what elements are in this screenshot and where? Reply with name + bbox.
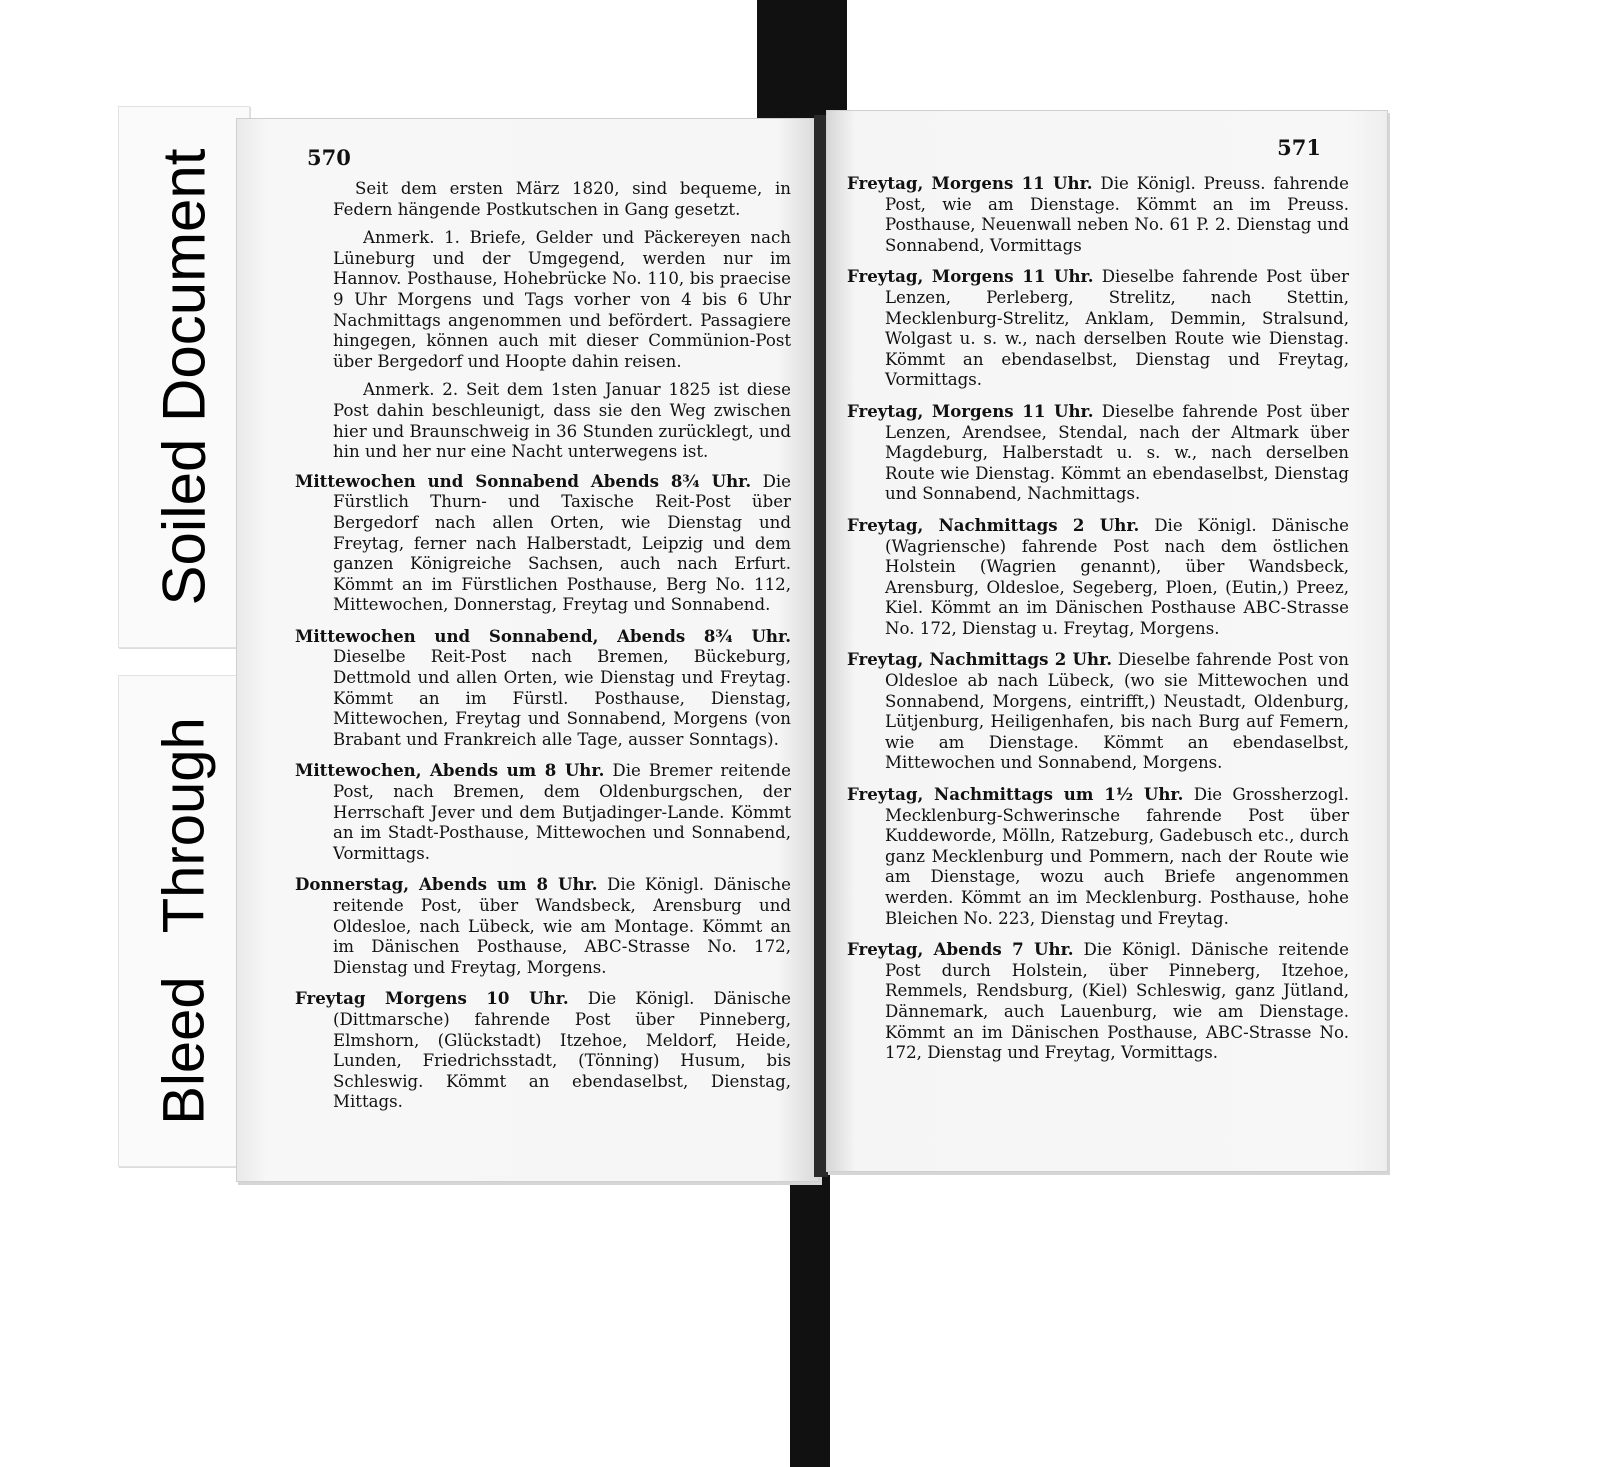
schedule-entry [847,649,1349,774]
entry-text: Die Königl. Dänische reitende Post durch Holstein, über Pinneberg, Itzehoe, Remmels, Rendsburg, (Kiel) Schleswig, ganz Jütland, Dännemark, auch Lauenburg, wie am Dienstage. Kömmt an im Dänischen Posthause, ABC-Strasse No. 172, Dienstag und Freytag, Vormittags. [885,940,1349,1063]
intro-paragraph: Seit dem ersten März 1820, sind bequeme, in Federn hängende Postkutschen in Gang gesetzt. [333,179,791,219]
entry-lead: Freytag, Nachmittags um 1½ Uhr. [847,784,1184,805]
entry-lead: Mittewochen und Sonnabend, Abends 8¾ Uhr. [295,625,791,646]
label-soiled-document: Soiled Document [150,148,218,606]
left-page [236,118,820,1182]
entry-text: Dieselbe fahrende Post über Lenzen, Arendsee, Stendal, nach der Altmark über Magdeburg, Halberstadt u. s. w., nach derselben Route wie Dienstag. Kömmt an ebendaselbst, Dienstag und Sonnabend, Nachmittags. [885,401,1349,504]
entry-lead: Mittewochen und Sonnabend Abends 8¾ Uhr. [295,470,752,491]
schedule-entry [847,266,1349,391]
page-number-left: 570 [307,145,351,170]
entry-lead: Freytag Morgens 10 Uhr. [295,988,569,1009]
page-number-right: 571 [1277,135,1321,160]
note-1: Anmerk. 1. Briefe, Gelder und Päckereyen nach Lüneburg und der Umgegend, werden nur im Hannov. Posthause, Hohebrücke No. 110, bis praecise 9 Uhr Morgens und Tags vorher von 4 bis 6 Uhr Nachmittags angenommen und befördert. Passagiere hingegen, können auch mit dieser Commünion-Post über Bergedorf und Hoopte dahin reisen. [333,228,791,371]
left-page-text [295,179,791,1123]
entry-text: Die Königl. Dänische (Dittmarsche) fahrende Post über Pinneberg, Elmshorn, (Glückstadt) Itzehoe, Meldorf, Heide, Lunden, Friedrichsstadt, (Tönning) Husum, bis Schleswig. Kömmt an ebendaselbst, Dienstag, Mittags. [333,989,792,1112]
schedule-entry [295,988,791,1113]
entry-text: Die Königl. Preuss. fahrende Post, wie am Dienstage. Kömmt an im Preuss. Posthause, Neuenwall neben No. 61 P. 2. Dienstag und Sonnabend, Vormittags [885,174,1349,255]
entry-lead: Freytag, Morgens 11 Uhr. [847,266,1094,287]
entry-text: Die Fürstlich Thurn- und Taxische Reit-Post über Bergedorf nach allen Orten, wie Dienstag und Freytag, ferner nach Halberstadt, Leipzig und dem ganzen Königreiche Sachsen, auch nach Erfurt. Kömmt an im Fürstlichen Posthause, Berg No. 112, Mittewochen, Donnerstag, Freytag und Sonnabend. [333,471,791,615]
label-card-bleed-through [118,675,250,1167]
entry-lead: Mittewochen, Abends um 8 Uhr. [295,760,605,781]
entry-text: Dieselbe fahrende Post über Lenzen, Perleberg, Strelitz, nach Stettin, Mecklenburg-Strelitz, Anklam, Demmin, Stralsund, Wolgast u. s. w., nach derselben Route wie Dienstag. Kömmt an ebendaselbst, Dienstag und Freytag, Vormittags. [885,267,1349,390]
schedule-entry [847,515,1349,640]
binding-strip-bottom [790,1170,830,1467]
entry-text: Die Bremer reitende Post, nach Bremen, dem Oldenburgschen, der Herrschaft Jever und dem Butjadinger-Lande. Kömmt an im Stadt-Posthause, Mittewochen und Sonnabend, Vormittags. [333,761,791,863]
schedule-entry [847,784,1349,929]
schedule-entry [847,939,1349,1064]
label-bleed-through: Bleed Through [151,717,217,1125]
right-page-text [847,173,1349,1074]
entry-text: Dieselbe Reit-Post nach Bremen, Bückeburg, Dettmold und allen Orten, wie Dienstag und Freytag. Kömmt an im Fürstl. Posthause, Dienstag, Mittewochen, Freytag und Sonnabend, Morgens (von Brabant und Frankreich alle Tage, ausser Sonntags). [333,647,791,749]
entry-lead: Freytag, Nachmittags 2 Uhr. [847,649,1113,670]
schedule-entry [295,760,791,864]
entry-lead: Freytag, Morgens 11 Uhr. [847,173,1093,193]
right-page [826,110,1388,1172]
schedule-entry [847,401,1349,505]
entry-lead: Donnerstag, Abends um 8 Uhr. [295,874,598,895]
entry-lead: Freytag, Nachmittags 2 Uhr. [847,514,1140,535]
entry-lead: Freytag, Abends 7 Uhr. [847,939,1074,960]
entry-text: Die Königl. Dänische reitende Post, über Wandsbeck, Arensburg und Oldesloe, nach Lübeck, wie am Montage. Kömmt an im Dänischen Posthause, ABC-Strasse No. 172, Dienstag und Freytag, Morgens. [333,875,791,977]
schedule-entry [295,874,791,978]
entry-text: Die Königl. Dänische (Wagriensche) fahrende Post nach dem östlichen Holstein (Wagrien genannt), über Wandsbeck, Arensburg, Oldesloe, Segeberg, Ploen, (Eutin,) Preez, Kiel. Kömmt an im Dänischen Posthause ABC-Strasse No. 172, Dienstag u. Freytag, Morgens. [885,515,1349,638]
note-2: Anmerk. 2. Seit dem 1sten Januar 1825 ist diese Post dahin beschleunigt, dass sie den Weg zwischen hier und Braunschweig in 36 Stunden zurücklegt, und hin und her nur eine Nacht unterwegens ist. [333,380,791,462]
label-card-soiled-document [118,106,250,648]
schedule-entry [295,471,791,616]
schedule-entry [847,173,1349,256]
entry-text: Dieselbe fahrende Post von Oldesloe ab nach Lübeck, (wo sie Mittewochen und Sonnabend, Morgens, eintrifft,) Neustadt, Oldenburg, Lütjenburg, Heiligenhafen, bis nach Burg auf Femern, wie am Dienstage. Kömmt an ebendaselbst, Mittewochen und Sonnabend, Morgens. [885,650,1349,773]
schedule-entry [295,626,791,751]
entry-lead: Freytag, Morgens 11 Uhr. [847,400,1094,421]
entry-text: Die Grossherzogl. Mecklenburg-Schwerinsche fahrende Post über Kuddeworde, Mölln, Ratzeburg, Gadebusch etc., durch ganz Mecklenburg und Pommern, nach der Route wie am Dienstage, wozu auch Briefe angenommen werden. Kömmt an im Mecklenburg. Posthause, hohe Bleichen No. 223, Dienstag und Freytag. [885,785,1349,928]
